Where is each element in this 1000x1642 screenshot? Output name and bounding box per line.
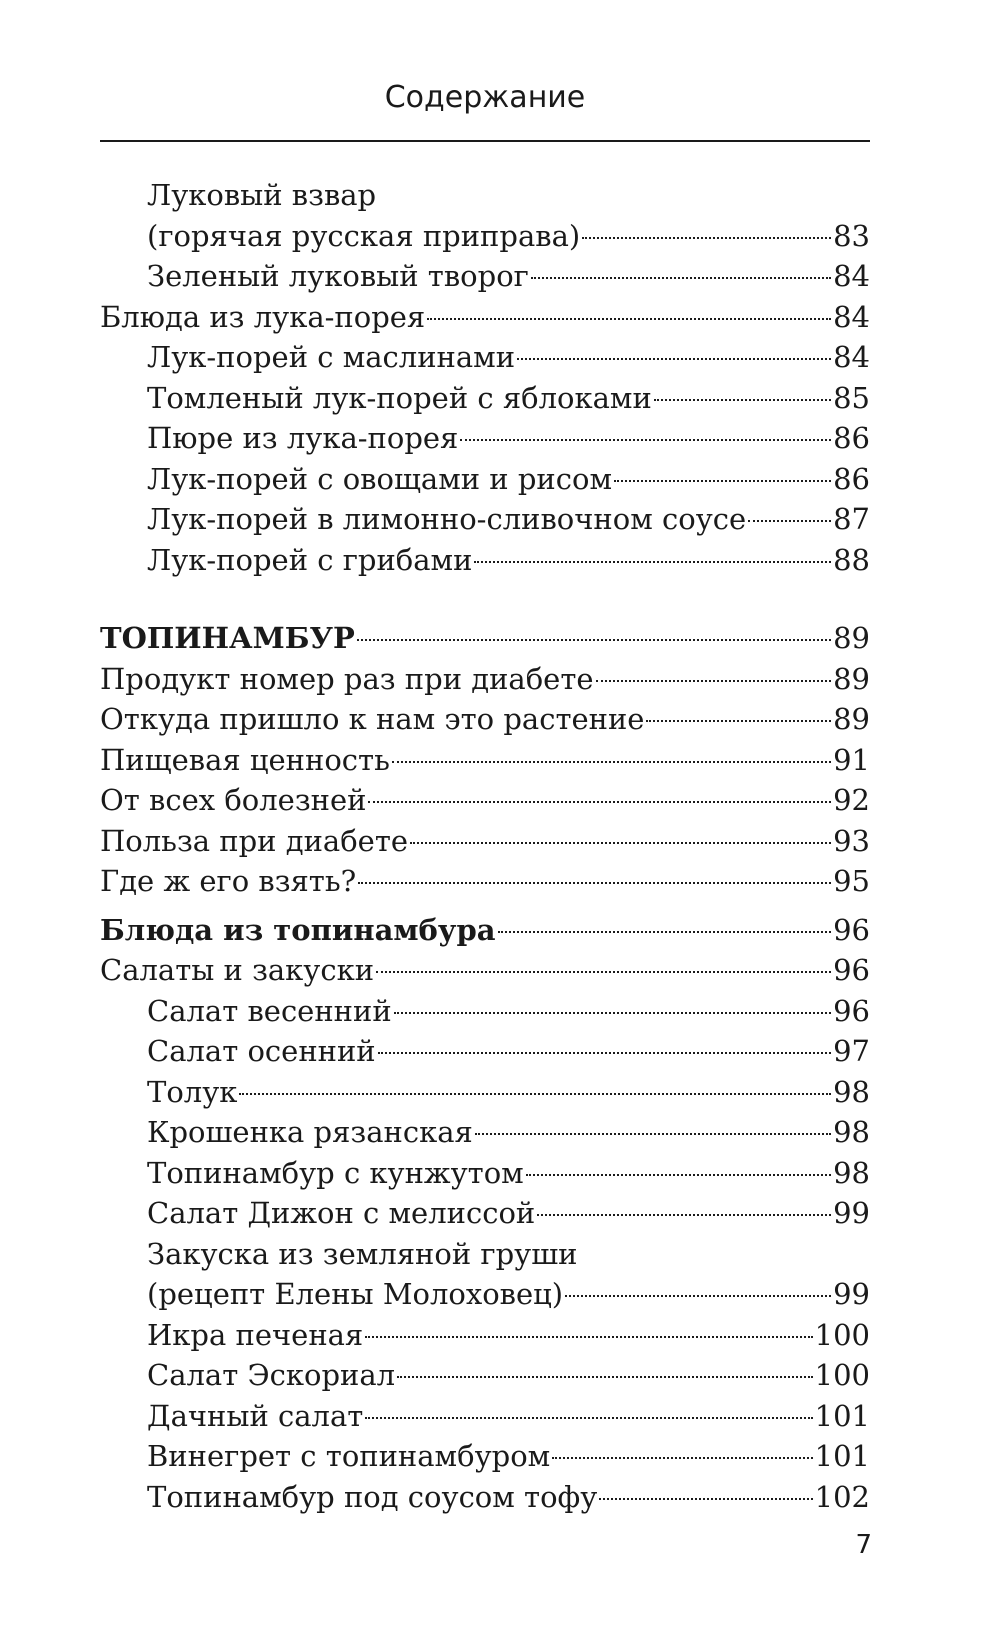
toc-entry-title: Луковый взвар (147, 178, 377, 212)
toc-entry-title: Крошенка рязанская (147, 1115, 473, 1149)
toc-entry (100, 1031, 870, 1072)
toc-entry-title: Продукт номер раз при диабете (100, 661, 594, 696)
dot-leader (357, 639, 831, 641)
toc-entry-title: Зеленый луковый творог (147, 259, 529, 293)
toc-entry (100, 378, 870, 419)
dot-leader (526, 1174, 831, 1176)
toc-entry-title: Салат весенний (147, 993, 392, 1028)
toc-entry-page: 96 (833, 993, 870, 1028)
toc-entry-page: 89 (833, 702, 870, 736)
page-number: 7 (855, 1530, 872, 1560)
toc-entry (100, 910, 870, 951)
toc-entry (100, 618, 870, 659)
toc-entry-title: Топинамбур с кунжутом (147, 1155, 524, 1190)
toc-entry-page: 89 (833, 621, 870, 655)
dot-leader (646, 720, 831, 722)
toc-entry-title: Дачный салат (147, 1398, 364, 1433)
toc-entry (100, 780, 870, 821)
toc-entry-title: (рецепт Елены Молоховец) (147, 1277, 564, 1311)
toc-entry (100, 991, 870, 1032)
toc-entry (100, 1436, 870, 1477)
toc-entry-page: 95 (833, 864, 870, 898)
dot-leader (614, 480, 831, 482)
toc-entry (100, 337, 870, 378)
toc-entry-page: 93 (833, 823, 870, 858)
dot-leader (378, 1052, 831, 1054)
toc-entry (100, 418, 870, 459)
toc-entry-page: 102 (814, 1479, 870, 1514)
toc-entry (100, 297, 870, 338)
toc-entry-page: 98 (833, 1155, 870, 1190)
toc-entry (100, 821, 870, 862)
dot-leader (365, 1417, 812, 1419)
running-header: Содержание (384, 80, 586, 115)
toc-entry (100, 861, 870, 902)
dot-leader (410, 842, 831, 844)
toc-entry-title: Польза при диабете (100, 823, 409, 858)
toc-entry-title: Лук-порей с маслинами (147, 340, 516, 374)
toc-entry-page: 96 (833, 953, 870, 987)
toc-entry-page: 92 (833, 783, 870, 817)
toc-entry-page: 99 (833, 1277, 870, 1311)
toc-entry (100, 1234, 870, 1275)
dot-leader (596, 680, 832, 682)
dot-leader (599, 1498, 812, 1500)
toc-entry-title: Лук-порей с грибами (147, 542, 473, 577)
dot-leader (392, 761, 831, 763)
toc-entry (100, 1396, 870, 1437)
toc-entry-title: Икра печеная (147, 1317, 364, 1352)
table-of-contents (100, 175, 870, 1517)
dot-leader (397, 1376, 813, 1378)
toc-entry-page: 99 (833, 1196, 870, 1230)
toc-entry-title: Томленый лук-порей с яблоками (147, 380, 652, 415)
toc-entry-title: ТОПИНАМБУР (100, 621, 355, 655)
toc-entry (100, 699, 870, 740)
toc-entry-page: 101 (814, 1439, 870, 1473)
toc-entry-title: Салат Дижон с мелиссой (147, 1196, 536, 1230)
toc-entry (100, 1355, 870, 1396)
dot-leader (531, 277, 831, 279)
toc-entry-title: Откуда пришло к нам это растение (100, 702, 645, 736)
dot-leader (654, 399, 831, 401)
toc-entry-title: Толук (147, 1074, 238, 1109)
toc-entry-page: 98 (833, 1115, 870, 1149)
toc-entry-title: Лук-порей с овощами и рисом (147, 461, 613, 496)
toc-entry-page: 101 (814, 1398, 870, 1433)
toc-entry-page: 98 (833, 1074, 870, 1109)
dot-leader (748, 520, 831, 522)
toc-entry-page: 86 (833, 461, 870, 496)
toc-entry-page: 85 (833, 380, 870, 415)
toc-entry-title: Топинамбур под соусом тофу (147, 1479, 598, 1514)
toc-entry-title: Блюда из топинамбура (100, 912, 496, 947)
dot-leader (365, 1336, 812, 1338)
dot-leader (537, 1214, 831, 1216)
toc-entry (100, 1112, 870, 1153)
dot-leader (239, 1093, 831, 1095)
toc-entry-page: 91 (833, 742, 870, 777)
toc-entry-page: 88 (833, 542, 870, 577)
dot-leader (427, 318, 831, 320)
toc-entry (100, 216, 870, 257)
toc-entry (100, 1274, 870, 1315)
toc-entry-title: Блюда из лука-порея (100, 299, 426, 334)
dot-leader (358, 882, 831, 884)
toc-entry-title: Салат Эскориал (147, 1358, 396, 1392)
dot-leader (582, 237, 831, 239)
toc-entry-page: 100 (814, 1317, 870, 1352)
dot-leader (394, 1012, 831, 1014)
dot-leader (460, 439, 831, 441)
toc-entry-page: 97 (833, 1034, 870, 1068)
dot-leader (517, 358, 831, 360)
toc-entry-title: От всех болезней (100, 783, 367, 817)
toc-entry (100, 1072, 870, 1113)
toc-entry-page: 83 (833, 218, 870, 253)
dot-leader (475, 1133, 831, 1135)
toc-entry (100, 950, 870, 991)
toc-entry-title: Пюре из лука-порея (147, 421, 459, 455)
toc-entry-page: 84 (833, 259, 870, 293)
toc-entry-title: Закуска из земляной груши (147, 1236, 578, 1271)
dot-leader (474, 561, 831, 563)
dot-leader (552, 1457, 812, 1459)
toc-entry (100, 659, 870, 700)
toc-entry-title: Салаты и закуски (100, 953, 375, 987)
toc-entry (100, 459, 870, 500)
toc-entry-page: 96 (833, 912, 870, 947)
toc-entry (100, 499, 870, 540)
toc-entry-title: Пищевая ценность (100, 742, 390, 777)
toc-entry (100, 1153, 870, 1194)
toc-entry (100, 1315, 870, 1356)
toc-entry-title: Где ж его взять? (100, 864, 357, 898)
dot-leader (498, 931, 832, 933)
toc-entry-title: Салат осенний (147, 1034, 376, 1068)
toc-entry-title: (горячая русская приправа) (147, 218, 581, 253)
toc-entry-page: 84 (833, 299, 870, 334)
toc-entry (100, 256, 870, 297)
toc-entry (100, 540, 870, 581)
toc-entry-page: 89 (833, 661, 870, 696)
toc-entry-page: 86 (833, 421, 870, 455)
dot-leader (565, 1295, 831, 1297)
toc-entry-page: 100 (814, 1358, 870, 1392)
toc-entry-title: Лук-порей в лимонно-сливочном соусе (147, 502, 747, 536)
dot-leader (368, 801, 831, 803)
toc-entry (100, 1193, 870, 1234)
toc-entry-title: Винегрет с топинамбуром (147, 1439, 551, 1473)
toc-entry-page: 84 (833, 340, 870, 374)
toc-entry (100, 1477, 870, 1518)
toc-entry (100, 175, 870, 216)
toc-entry (100, 740, 870, 781)
dot-leader (376, 971, 831, 973)
toc-entry-page: 87 (833, 502, 870, 536)
header-rule (100, 140, 870, 142)
